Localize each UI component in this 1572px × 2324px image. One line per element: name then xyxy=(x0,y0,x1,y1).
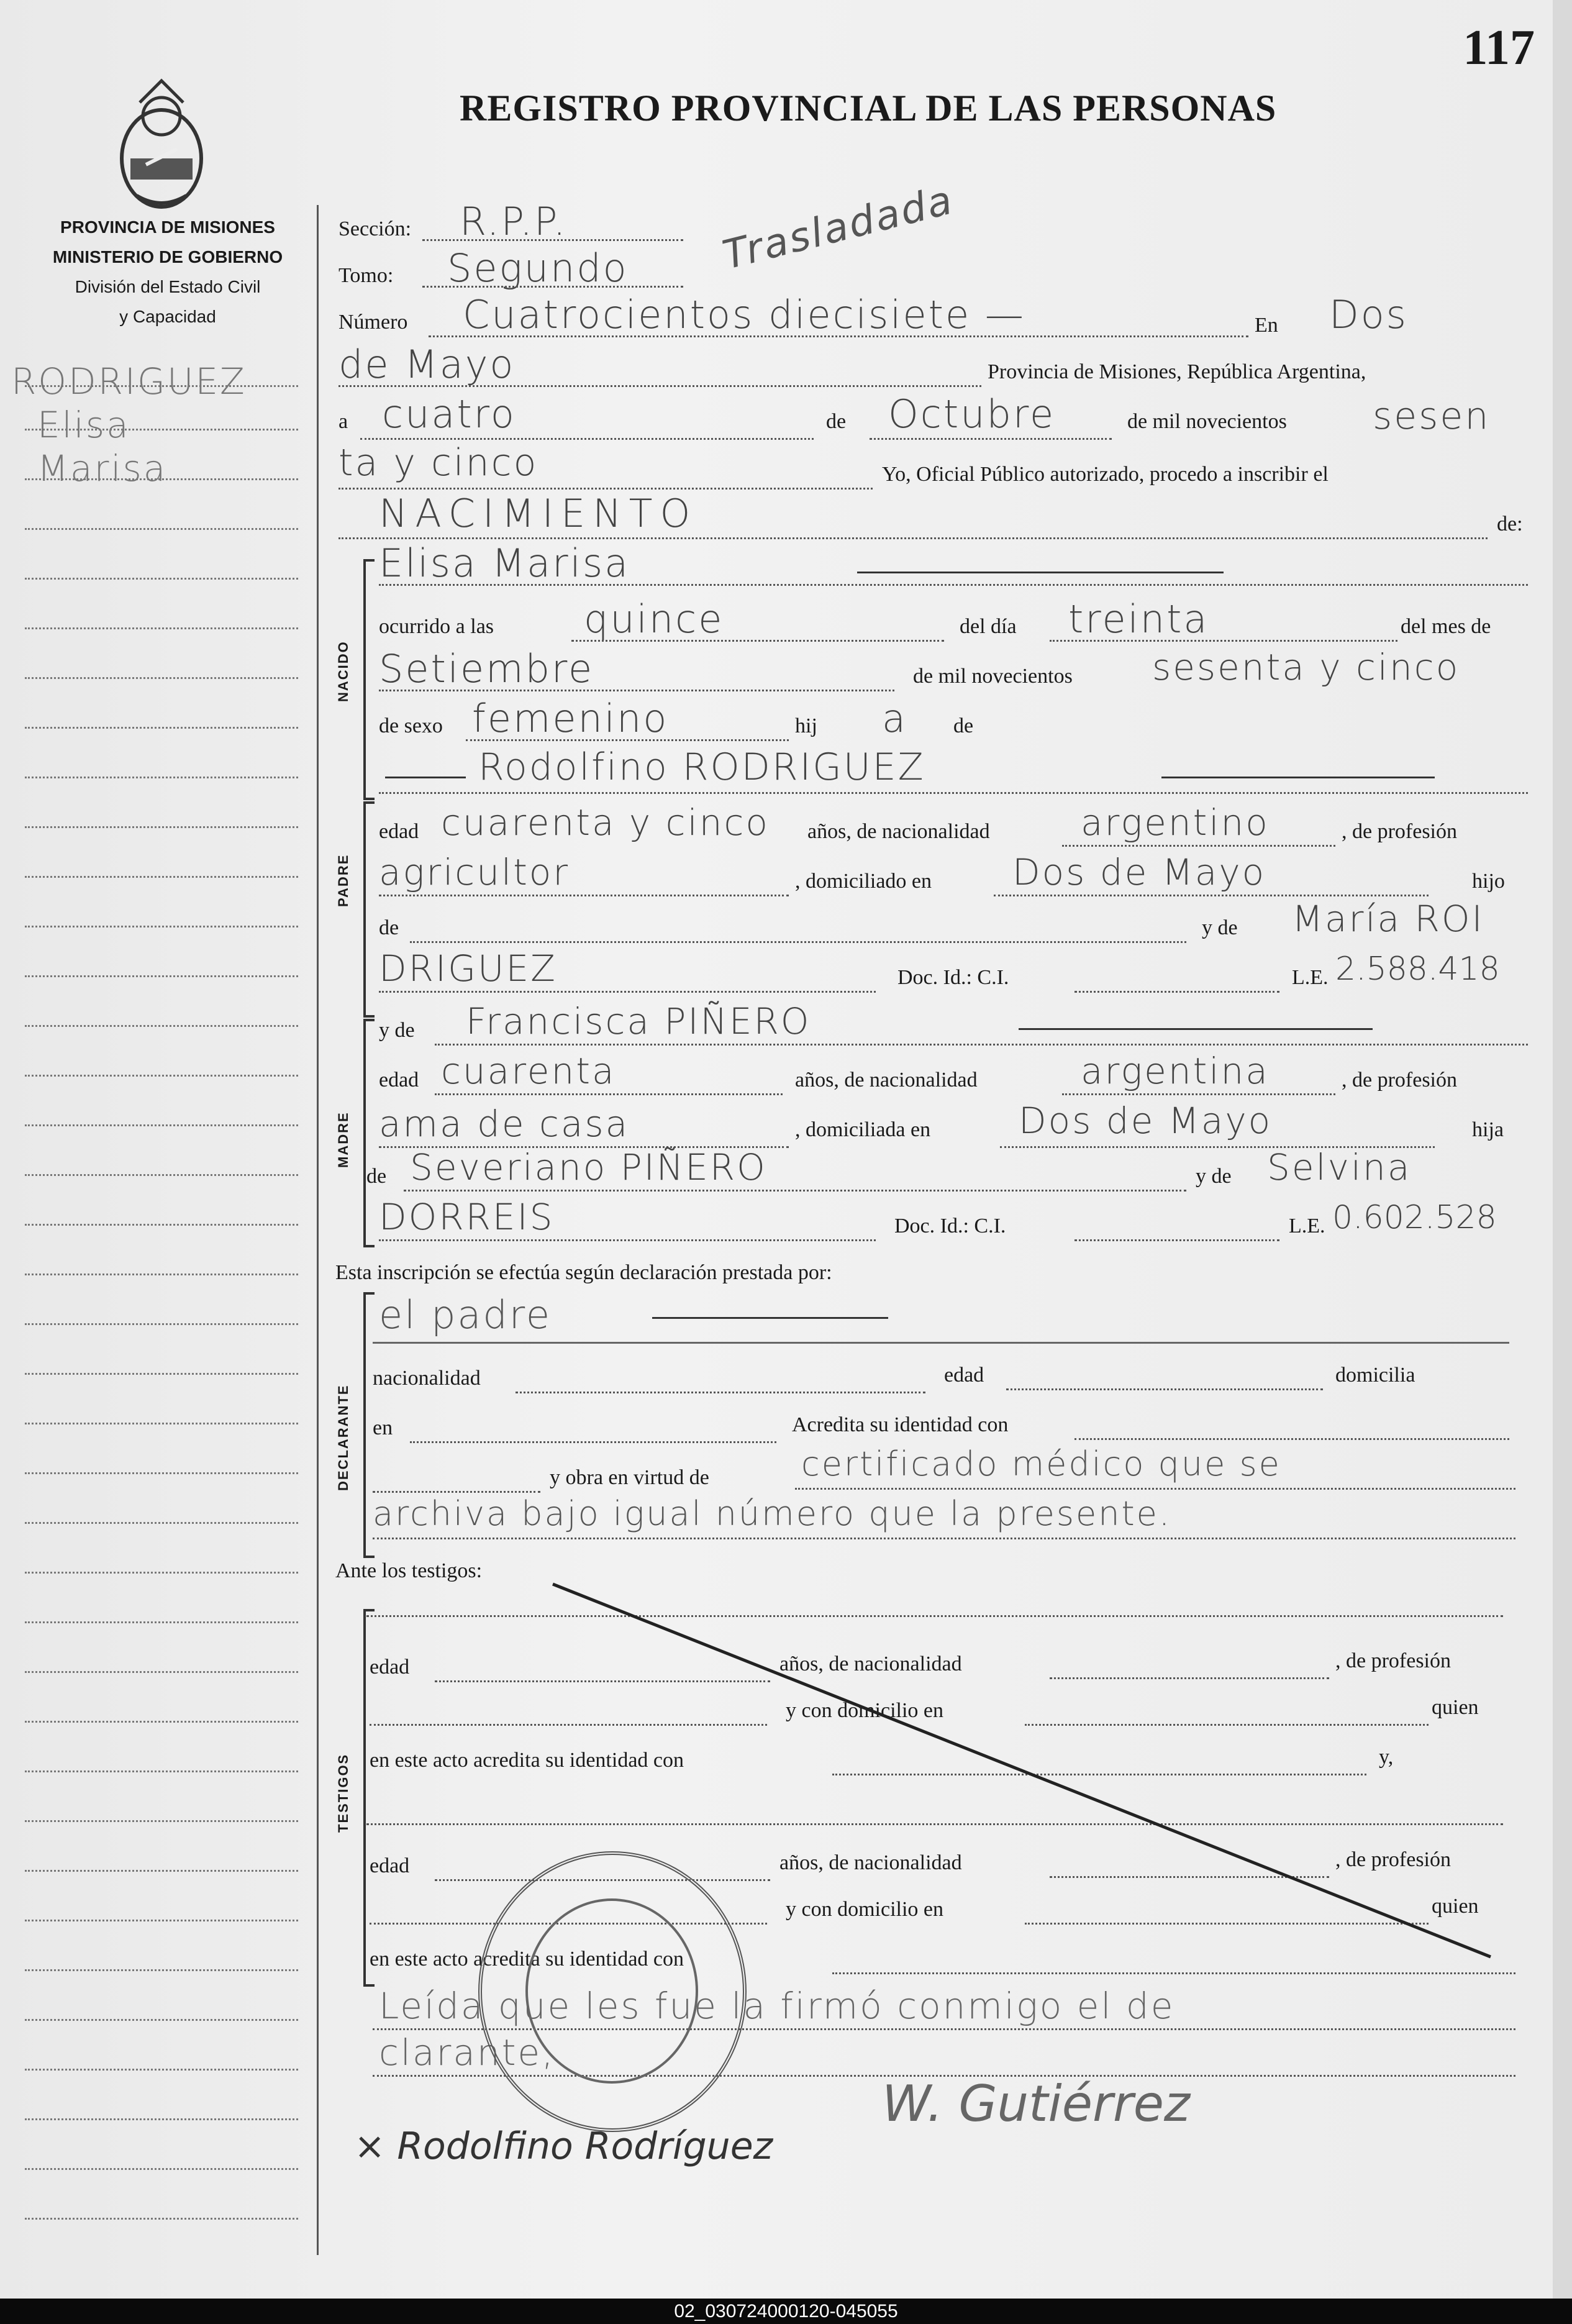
padre-dom-label: , domiciliado en xyxy=(795,870,932,893)
testigos-intro: Ante los testigos: xyxy=(335,1559,483,1582)
madre-le-label: L.E. xyxy=(1289,1214,1325,1237)
testigo2-prof-label: , de profesión xyxy=(1335,1848,1452,1871)
madre-section-label: MADRE xyxy=(335,1111,351,1168)
testigo1-edad-label: edad xyxy=(370,1656,410,1679)
declarante-acredita-label: Acredita su identidad con xyxy=(792,1413,1009,1436)
declarante-nac-label: nacionalidad xyxy=(373,1367,481,1390)
hij-de-label: de xyxy=(953,714,974,737)
numero-value: Cuatrocientos diecisiete — xyxy=(463,292,1025,337)
office-line-3: División del Estado Civil xyxy=(75,277,261,296)
declarante-virtud-value-2: archiva bajo igual número que la presente. xyxy=(373,1494,1171,1533)
padre-y-de-label: y de xyxy=(1202,916,1238,939)
seccion-label: Sección: xyxy=(338,217,412,240)
madre-mother-value-2: DORREIS xyxy=(379,1196,555,1238)
testigo2-acto-label: en este acto acredita su identidad con xyxy=(370,1948,684,1971)
testigo1-dom-label: y con domicilio en xyxy=(786,1699,944,1722)
official-signature: W. Gutiérrez xyxy=(882,2075,1190,2133)
ocurrido-label: ocurrido a las xyxy=(379,615,494,638)
madre-mother-value-1: Selvina xyxy=(1267,1146,1412,1188)
madre-name-value: Francisca PIÑERO xyxy=(466,1000,811,1042)
madre-edad-label: edad xyxy=(379,1069,419,1091)
madre-de-label: de xyxy=(366,1165,387,1188)
page-number: 117 xyxy=(1463,21,1535,75)
padre-section-label: PADRE xyxy=(335,854,351,907)
testigo2-dom-label: y con domicilio en xyxy=(786,1898,944,1921)
madre-y-de-label-2: y de xyxy=(1196,1165,1232,1188)
year-value-1: sesen xyxy=(1373,394,1491,438)
padre-mother-value-2: DRIGUEZ xyxy=(379,947,557,990)
hour-value: quince xyxy=(584,596,724,642)
a-label: a xyxy=(338,410,348,433)
padre-nac-label: años, de nacionalidad xyxy=(807,820,990,843)
month-value-nacido: Setiembre xyxy=(379,646,594,691)
madre-doc-label: Doc. Id.: C.I. xyxy=(894,1214,1006,1237)
document-title: REGISTRO PROVINCIAL DE LAS PERSONAS xyxy=(460,88,1277,129)
sexo-value: femenino xyxy=(472,696,669,741)
nacido-parent-value: Rodolfino RODRIGUEZ xyxy=(478,745,925,789)
madre-edad-value: cuarenta xyxy=(441,1050,616,1092)
declarante-name-value: el padre xyxy=(379,1292,552,1337)
margin-name-1: Elisa xyxy=(37,404,130,446)
stamp-note: Trasladada xyxy=(718,177,958,279)
madre-hija-label: hija xyxy=(1472,1118,1504,1141)
padre-prof-label: , de profesión xyxy=(1342,820,1458,843)
declarante-en-label: en xyxy=(373,1416,393,1439)
office-line-2: MINISTERIO DE GOBIERNO xyxy=(52,247,283,267)
tomo-value: Segundo xyxy=(447,245,629,291)
closing-line-1: Leída que les fue la firmó conmigo el de xyxy=(379,1985,1175,2027)
padre-doc-label: Doc. Id.: C.I. xyxy=(897,966,1009,989)
dia-label: del día xyxy=(960,615,1017,638)
testigo1-y-label: y, xyxy=(1379,1746,1394,1769)
footer-code: 02_030724000120-045055 xyxy=(674,2301,898,2322)
declarante-intro: Esta inscripción se efectúa según declaración prestada por: xyxy=(335,1261,832,1284)
madre-dom-value: Dos de Mayo xyxy=(1019,1100,1273,1142)
testigo1-acto-label: en este acto acredita su identidad con xyxy=(370,1749,684,1772)
declarante-dom-label: domicilia xyxy=(1335,1364,1415,1387)
nacido-section-label: NACIDO xyxy=(335,640,351,702)
hij-value: a xyxy=(882,696,907,741)
en-label: En xyxy=(1255,314,1278,337)
numero-label: Número xyxy=(338,311,408,334)
declarant-signature: × Rodolfino Rodríguez xyxy=(354,2125,773,2168)
nacido-year-label: de mil novecientos xyxy=(913,665,1073,688)
madre-prof-value: ama de casa xyxy=(379,1103,630,1145)
testigo2-nac-label: años, de nacionalidad xyxy=(779,1851,962,1874)
padre-prof-value: agricultor xyxy=(379,851,570,893)
testigo2-quien-label: quien xyxy=(1432,1895,1479,1918)
closing-line-2: clarante, xyxy=(379,2031,555,2074)
place-value-1: Dos xyxy=(1329,292,1408,337)
provincia-text: Provincia de Misiones, República Argentina, xyxy=(988,360,1366,383)
padre-le-value: 2.588.418 xyxy=(1335,950,1500,988)
office-line-4: y Capacidad xyxy=(119,307,216,326)
testigo2-edad-label: edad xyxy=(370,1854,410,1877)
day-value-nacido: treinta xyxy=(1068,596,1209,642)
padre-le-label: L.E. xyxy=(1292,966,1329,989)
margin-surname: RODRIGUEZ xyxy=(11,360,247,403)
madre-nac-value: argentina xyxy=(1081,1050,1270,1092)
madre-le-value: 0.602.528 xyxy=(1332,1199,1497,1236)
madre-y-de-label: y de xyxy=(379,1019,415,1042)
padre-edad-value: cuarenta y cinco xyxy=(441,801,770,844)
place-value-2: de Mayo xyxy=(338,342,516,387)
act-value: NACIMIENTO xyxy=(379,491,698,536)
official-seal xyxy=(478,1851,747,2132)
declarante-edad-label: edad xyxy=(944,1364,984,1387)
madre-dom-label: , domiciliada en xyxy=(795,1118,931,1141)
testigo1-nac-label: años, de nacionalidad xyxy=(779,1652,962,1675)
sexo-label: de sexo xyxy=(379,714,443,737)
madre-nac-label: años, de nacionalidad xyxy=(795,1069,978,1091)
month-value: Octubre xyxy=(888,391,1056,437)
padre-edad-label: edad xyxy=(379,820,419,843)
madre-father-value: Severiano PIÑERO xyxy=(410,1146,767,1188)
margin-name-2: Marisa xyxy=(37,447,168,490)
padre-mother-value-1: María ROI xyxy=(1292,898,1484,940)
tomo-label: Tomo: xyxy=(338,264,394,287)
year-value-2: ta y cinco xyxy=(338,441,538,485)
day-value: cuatro xyxy=(382,391,516,437)
padre-dom-value: Dos de Mayo xyxy=(1012,851,1266,893)
declarante-section-label: DECLARANTE xyxy=(335,1384,351,1491)
nacido-name-value: Elisa Marisa xyxy=(379,540,630,586)
de-colon-label: de: xyxy=(1497,513,1523,535)
official-seal-inner xyxy=(525,1898,698,2084)
madre-prof-label: , de profesión xyxy=(1342,1069,1458,1091)
mes-label: del mes de xyxy=(1401,615,1491,638)
testigo1-quien-label: quien xyxy=(1432,1696,1479,1719)
declarante-virtud-label: y obra en virtud de xyxy=(550,1466,709,1489)
testigo1-prof-label: , de profesión xyxy=(1335,1649,1452,1672)
hij-label: hij xyxy=(795,714,817,737)
year-label: de mil novecientos xyxy=(1127,410,1287,433)
de-label: de xyxy=(826,410,847,433)
testigos-section-label: TESTIGOS xyxy=(335,1753,351,1833)
nacido-year-value: sesenta y cinco xyxy=(1152,646,1460,688)
declarante-virtud-value-1: certificado médico que se xyxy=(801,1444,1281,1483)
padre-de-label: de xyxy=(379,916,399,939)
padre-hijo-label: hijo xyxy=(1472,870,1505,893)
seccion-value: R.P.P. xyxy=(460,199,568,244)
padre-nac-value: argentino xyxy=(1081,801,1270,844)
office-line-1: PROVINCIA DE MISIONES xyxy=(60,217,275,237)
official-text: Yo, Oficial Público autorizado, procedo a inscribir el xyxy=(882,463,1329,486)
